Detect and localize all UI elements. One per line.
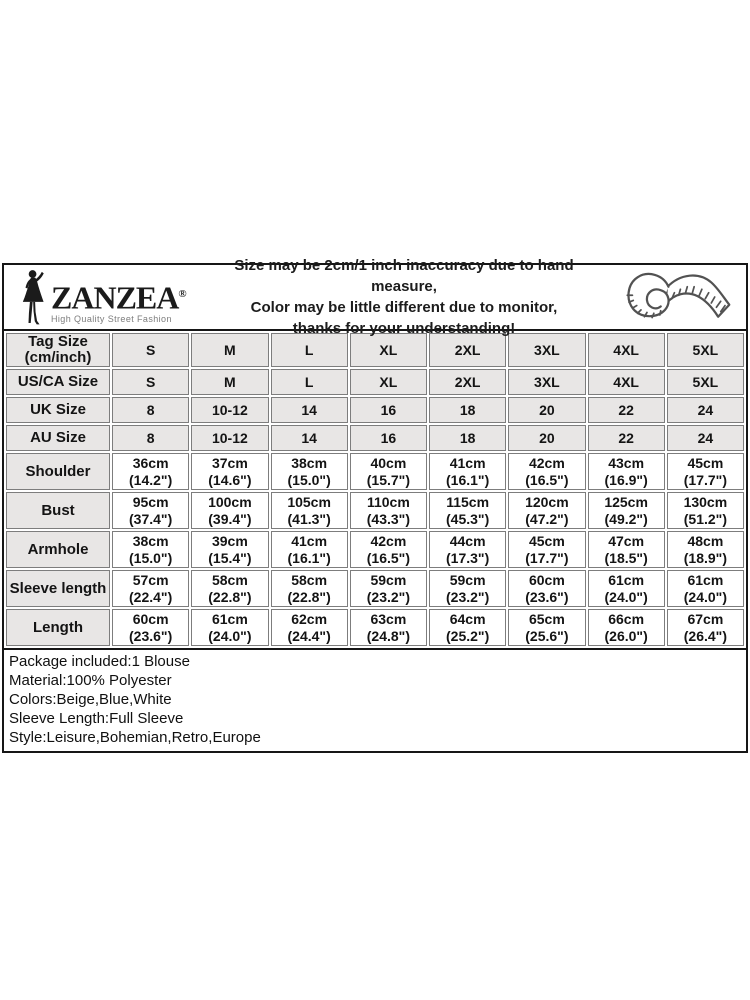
size-cell: M: [191, 369, 268, 395]
table-row: [6, 397, 744, 423]
table-row: [6, 531, 744, 568]
header: [2, 257, 748, 337]
size-cell: M: [191, 333, 268, 367]
size-cell: 60cm (23.6"): [112, 609, 189, 646]
row-label: Bust: [6, 492, 110, 529]
table-row: [6, 609, 744, 646]
size-cell: 22: [588, 397, 665, 423]
size-cell: 5XL: [667, 369, 744, 395]
disclaimer-line: Color may be little different due to monitor,: [250, 299, 558, 316]
size-cell: 36cm (14.2"): [112, 453, 189, 490]
row-label: Length: [6, 609, 110, 646]
detail-line: Material:100% Polyester: [9, 672, 172, 689]
row-label: Shoulder: [6, 453, 110, 490]
size-table-grid: [4, 331, 746, 648]
size-cell: 16: [350, 397, 427, 423]
size-cell: 110cm (43.3"): [350, 492, 427, 529]
disclaimer-line: Size may be 2cm/1 inch inaccuracy due to hand measure,: [234, 257, 574, 295]
size-cell: 42cm (16.5"): [350, 531, 427, 568]
size-cell: 41cm (16.1"): [429, 453, 506, 490]
size-cell: L: [271, 333, 348, 367]
size-cell: 18: [429, 425, 506, 451]
size-cell: 41cm (16.1"): [271, 531, 348, 568]
size-cell: 2XL: [429, 369, 506, 395]
table-row: [6, 492, 744, 529]
size-cell: 59cm (23.2"): [350, 570, 427, 607]
size-cell: 64cm (25.2"): [429, 609, 506, 646]
size-cell: 24: [667, 397, 744, 423]
size-cell: 61cm (24.0"): [588, 570, 665, 607]
size-cell: 44cm (17.3"): [429, 531, 506, 568]
size-cell: 57cm (22.4"): [112, 570, 189, 607]
size-cell: 45cm (17.7"): [667, 453, 744, 490]
brand-tagline: High Quality Street Fashion: [51, 314, 172, 324]
size-cell: 24: [667, 425, 744, 451]
size-cell: 42cm (16.5"): [508, 453, 585, 490]
size-cell: 125cm (49.2"): [588, 492, 665, 529]
size-cell: 3XL: [508, 333, 585, 367]
size-table-body: [6, 333, 744, 646]
disclaimer: [200, 255, 608, 339]
size-cell: 62cm (24.4"): [271, 609, 348, 646]
size-cell: 100cm (39.4"): [191, 492, 268, 529]
size-cell: 8: [112, 425, 189, 451]
size-cell: 37cm (14.6"): [191, 453, 268, 490]
size-cell: 61cm (24.0"): [667, 570, 744, 607]
product-details: [2, 648, 748, 753]
size-cell: 66cm (26.0"): [588, 609, 665, 646]
size-cell: 47cm (18.5"): [588, 531, 665, 568]
detail-line: Style:Leisure,Bohemian,Retro,Europe: [9, 729, 261, 746]
size-cell: 59cm (23.2"): [429, 570, 506, 607]
row-label: Sleeve length: [6, 570, 110, 607]
size-cell: 20: [508, 425, 585, 451]
size-cell: 8: [112, 397, 189, 423]
size-cell: 10-12: [191, 425, 268, 451]
size-cell: 18: [429, 397, 506, 423]
size-cell: 130cm (51.2"): [667, 492, 744, 529]
size-cell: 3XL: [508, 369, 585, 395]
size-cell: 14: [271, 425, 348, 451]
size-cell: XL: [350, 333, 427, 367]
row-label: UK Size: [6, 397, 110, 423]
size-cell: 65cm (25.6"): [508, 609, 585, 646]
size-cell: 58cm (22.8"): [271, 570, 348, 607]
size-cell: 4XL: [588, 333, 665, 367]
detail-line: Package included:1 Blouse: [9, 653, 190, 670]
table-row: [6, 425, 744, 451]
brand-logo: [4, 268, 200, 326]
size-cell: 67cm (26.4"): [667, 609, 744, 646]
row-label: Tag Size (cm/inch): [6, 333, 110, 367]
detail-line: Colors:Beige,Blue,White: [9, 691, 172, 708]
table-row: [6, 369, 744, 395]
size-cell: 61cm (24.0"): [191, 609, 268, 646]
size-cell: 10-12: [191, 397, 268, 423]
size-cell: L: [271, 369, 348, 395]
disclaimer-line: thanks for your understanding!: [292, 320, 516, 337]
size-cell: 95cm (37.4"): [112, 492, 189, 529]
size-cell: 48cm (18.9"): [667, 531, 744, 568]
size-cell: XL: [350, 369, 427, 395]
size-cell: S: [112, 333, 189, 367]
size-cell: 20: [508, 397, 585, 423]
size-cell: 60cm (23.6"): [508, 570, 585, 607]
size-cell: 22: [588, 425, 665, 451]
size-cell: 115cm (45.3"): [429, 492, 506, 529]
size-chart-image: [2, 257, 748, 753]
brand-text: [51, 279, 187, 326]
size-cell: 16: [350, 425, 427, 451]
table-row: [6, 453, 744, 490]
row-label: US/CA Size: [6, 369, 110, 395]
size-cell: 2XL: [429, 333, 506, 367]
size-table: [2, 329, 748, 650]
size-cell: S: [112, 369, 189, 395]
size-cell: 14: [271, 397, 348, 423]
size-cell: 45cm (17.7"): [508, 531, 585, 568]
size-cell: 63cm (24.8"): [350, 609, 427, 646]
size-cell: 38cm (15.0"): [271, 453, 348, 490]
size-cell: 5XL: [667, 333, 744, 367]
size-cell: 58cm (22.8"): [191, 570, 268, 607]
size-cell: 39cm (15.4"): [191, 531, 268, 568]
size-cell: 38cm (15.0"): [112, 531, 189, 568]
size-cell: 105cm (41.3"): [271, 492, 348, 529]
size-cell: 43cm (16.9"): [588, 453, 665, 490]
size-cell: 120cm (47.2"): [508, 492, 585, 529]
woman-silhouette-icon: [18, 268, 48, 326]
table-row: [6, 570, 744, 607]
row-label: Armhole: [6, 531, 110, 568]
brand-name: ZANZEA®: [51, 280, 187, 316]
measuring-tape-icon: [608, 267, 746, 327]
detail-line: Sleeve Length:Full Sleeve: [9, 710, 184, 727]
size-cell: 4XL: [588, 369, 665, 395]
size-cell: 40cm (15.7"): [350, 453, 427, 490]
registered-mark: ®: [178, 288, 187, 301]
row-label: AU Size: [6, 425, 110, 451]
